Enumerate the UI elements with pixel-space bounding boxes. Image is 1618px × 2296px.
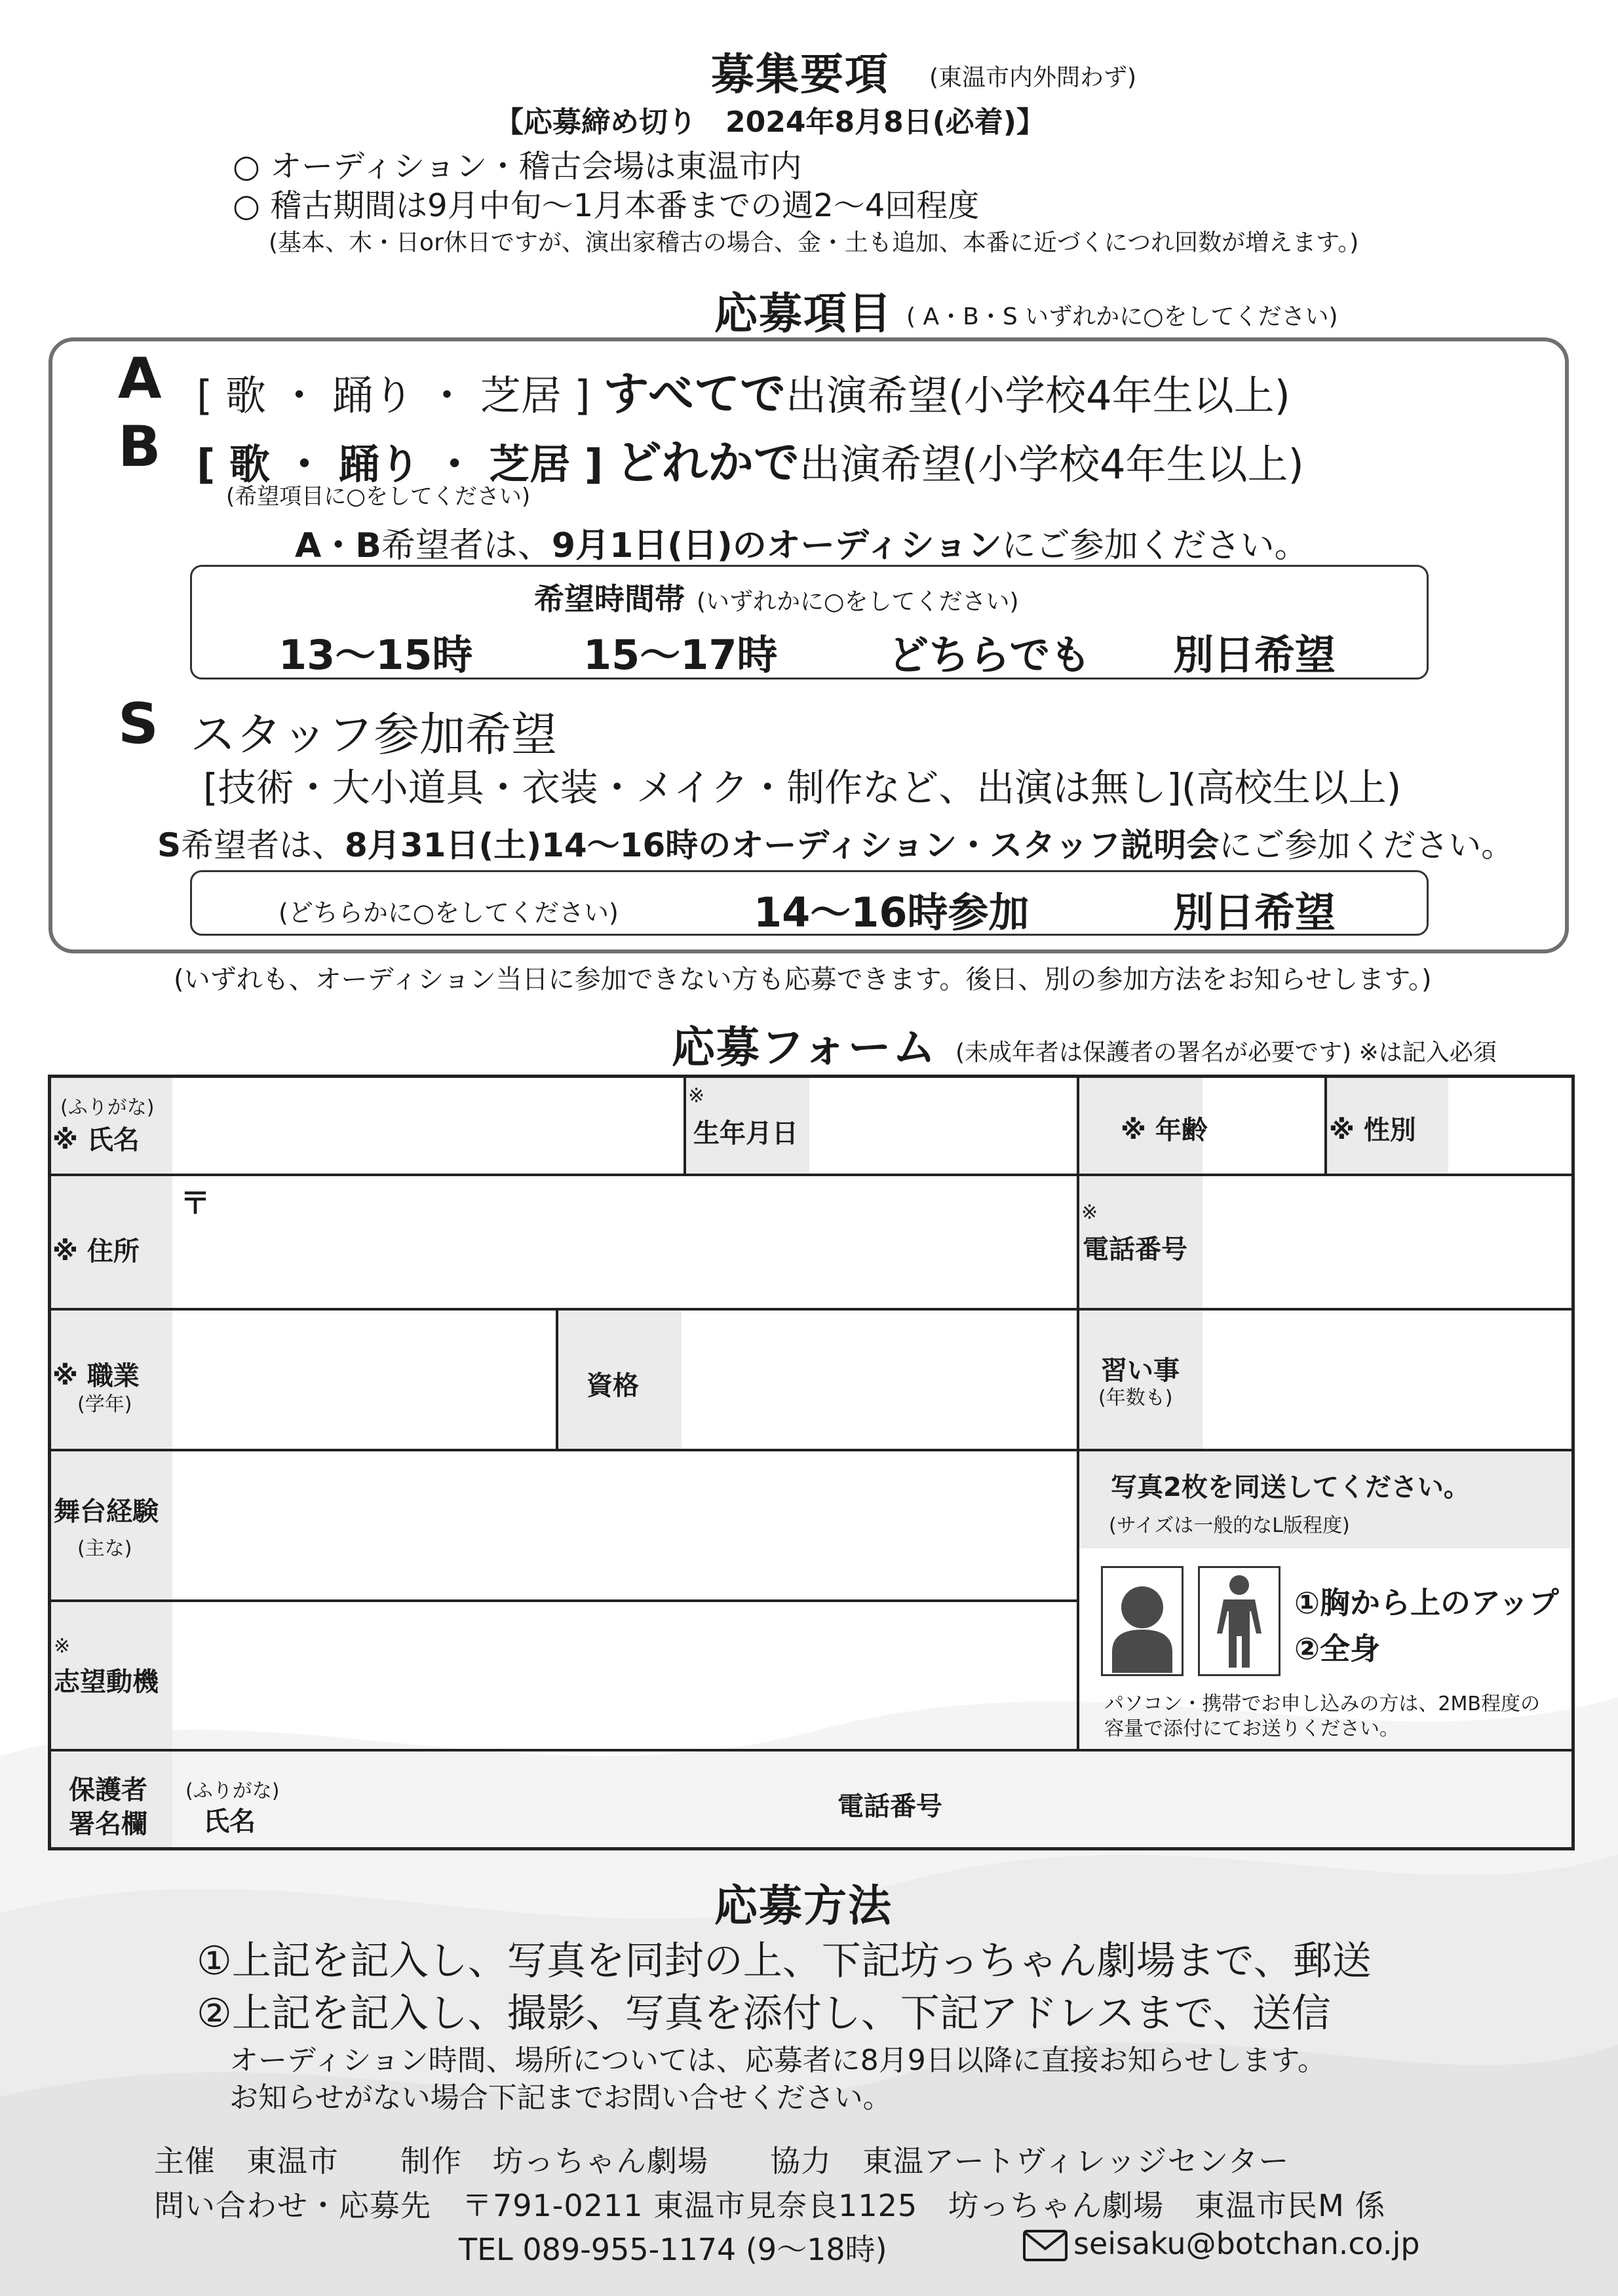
stage-input[interactable] (172, 1450, 1078, 1601)
license-label: 資格 (587, 1371, 639, 1401)
name-input[interactable] (172, 1077, 685, 1175)
gender-input[interactable] (1448, 1077, 1573, 1175)
recruit-bullet: ○ オーディション・稽古会場は東温市内 (233, 148, 802, 185)
option-s-letter: S (118, 691, 159, 757)
s-box-note: (どちらかに○をしてください) (279, 898, 619, 927)
s-option-2[interactable]: 別日希望 (1173, 889, 1336, 936)
option-b-note: (希望項目に○をしてください) (226, 484, 531, 510)
col-line (1077, 1075, 1079, 1750)
full-body-photo-icon (1198, 1566, 1281, 1676)
birth-label: 生年月日 (693, 1119, 798, 1149)
footer-tel: TEL 089-955-1174 (9〜18時) (459, 2232, 887, 2267)
option-s[interactable]: スタッフ参加希望 (190, 708, 557, 761)
name-label: ※ 氏名 (52, 1125, 140, 1155)
guardian-phone-label: 電話番号 (838, 1791, 942, 1822)
form-border-bottom (48, 1847, 1575, 1850)
age-input[interactable] (1203, 1077, 1326, 1175)
items-footnote: (いずれも、オーディション当日に参加できない方も応募できます。後日、別の参加方法をお知らせします。) (174, 965, 1432, 995)
footer-organizers: 主催 東温市 制作 坊っちゃん劇場 協力 東温アートヴィレッジセンター (154, 2143, 1290, 2179)
form-border-top (48, 1075, 1575, 1078)
row-line (48, 1449, 1575, 1451)
job-label: ※ 職業 (52, 1361, 140, 1391)
method-note-1: オーディション時間、場所については、応募者に8月9日以降に直接お知らせします。 (229, 2044, 1326, 2077)
lesson-label: 習い事 (1101, 1356, 1180, 1386)
form-border-right (1571, 1075, 1575, 1850)
time-option-3[interactable]: どちらでも (888, 631, 1091, 679)
time-option-4[interactable]: 別日希望 (1173, 631, 1336, 679)
recruit-title: 募集要項 (711, 49, 889, 100)
motive-label: 志望動機 (54, 1667, 159, 1697)
method-item-1: ①上記を記入し、写真を同封の上、下記坊っちゃん劇場まで、郵送 (197, 1938, 1372, 1984)
method-title: 応募方法 (714, 1881, 893, 1931)
photo-title: 写真2枚を同送してください。 (1111, 1472, 1470, 1502)
lesson-sub: (年数も) (1098, 1387, 1173, 1409)
age-label: ※ 年齢 (1121, 1115, 1208, 1145)
option-a-letter: A (118, 346, 162, 411)
phone-label: 電話番号 (1083, 1234, 1187, 1265)
method-item-2: ②上記を記入し、撮影、写真を添付し、下記アドレスまで、送信 (197, 1991, 1331, 2037)
option-b-letter: B (118, 414, 161, 480)
option-b-text: 出演希望(小学校4年生以上) (799, 440, 1304, 488)
footer-email-link[interactable]: seisaku@botchan.co.jp (1073, 2226, 1420, 2261)
form-border-left (48, 1075, 51, 1850)
birth-mark: ※ (688, 1084, 705, 1107)
deadline: 【応募締め切り 2024年8月8日(必着)】 (495, 105, 1045, 139)
mail-icon (1022, 2229, 1068, 2265)
birth-input[interactable] (809, 1077, 1078, 1175)
form-title: 応募フォーム (672, 1022, 937, 1073)
items-title: 応募項目 (714, 288, 893, 339)
s-notice: S希望者は、8月31日(土)14〜16時のオーディション・スタッフ説明会にご参加ください。 (157, 826, 1514, 864)
form-subtitle: (未成年者は保護者の署名が必要です) ※は記入必須 (955, 1039, 1497, 1066)
option-a-text: 出演希望(小学校4年生以上) (785, 372, 1290, 419)
photo-note-1: パソコン・携帯でお申し込みの方は、2MB程度の (1104, 1693, 1540, 1715)
option-s-detail: [技術・大小道具・衣装・メイク・制作など、出演は無し](高校生以上) (203, 765, 1402, 810)
col-line (1324, 1075, 1327, 1175)
time-box-title: 希望時間帯 (いずれかに○をしてください) (534, 581, 1019, 617)
job-input[interactable] (172, 1309, 557, 1450)
time-option-1[interactable]: 13〜15時 (279, 631, 473, 679)
gender-label: ※ 性別 (1329, 1115, 1416, 1145)
address-label: ※ 住所 (52, 1236, 140, 1267)
ab-notice: A・B希望者は、9月1日(日)のオーディションにご参加ください。 (295, 526, 1309, 565)
option-b-emph: どれかで (615, 436, 799, 489)
method-note-2: お知らせがない場合下記までお問い合せください。 (229, 2081, 892, 2114)
motive-mark: ※ (54, 1635, 71, 1658)
stage-label: 舞台経験 (54, 1497, 159, 1527)
name-furigana: (ふりがな) (60, 1096, 155, 1119)
job-sub: (学年) (77, 1393, 132, 1416)
option-a-roles: [ 歌 ・ 踊り ・ 芝居 ] (197, 372, 590, 419)
recruit-subtitle: (東温市内外問わず) (929, 64, 1137, 91)
lesson-input[interactable] (1203, 1309, 1573, 1450)
photo-item-2: ②全身 (1294, 1631, 1380, 1666)
col-line (556, 1308, 558, 1450)
photo-note-2: 容量で添付にてお送りください。 (1104, 1717, 1399, 1740)
guardian-furigana: (ふりがな) (185, 1780, 280, 1803)
option-a[interactable] (197, 357, 1290, 423)
address-input[interactable] (172, 1175, 1078, 1309)
guardian-name-label: 氏名 (203, 1807, 256, 1837)
motive-input[interactable] (172, 1601, 1078, 1750)
phone-mark: ※ (1081, 1201, 1098, 1224)
recruit-bullet: ○ 稽古期間は9月中旬〜1月本番までの週2〜4回程度 (233, 187, 980, 224)
guardian-label-2: 署名欄 (69, 1809, 147, 1839)
option-a-emph: すべてで (603, 367, 786, 421)
row-line (48, 1749, 1575, 1751)
guardian-label-1: 保護者 (69, 1775, 147, 1805)
phone-input[interactable] (1203, 1175, 1573, 1309)
recruit-note: (基本、木・日or休日ですが、演出家稽古の場合、金・土も追加、本番に近づくにつれ回数が増えます。) (269, 229, 1359, 256)
row-line (48, 1174, 1575, 1176)
footer-contact: 問い合わせ・応募先 〒791-0211 東温市見奈良1125 坊っちゃん劇場 東温市民M 係 (154, 2188, 1386, 2223)
row-line (48, 1599, 1079, 1602)
row-line (48, 1308, 1575, 1311)
photo-item-1: ①胸から上のアップ (1294, 1585, 1559, 1620)
col-line (684, 1075, 686, 1175)
time-option-2[interactable]: 15〜17時 (583, 631, 778, 679)
license-input[interactable] (682, 1309, 1078, 1450)
s-option-1[interactable]: 14〜16時参加 (754, 889, 1030, 936)
items-subtitle: ( A・B・S いずれかに○をしてください) (906, 303, 1338, 330)
postal-mark: 〒 (180, 1185, 210, 1221)
photo-sub: (サイズは一般的なL版程度) (1109, 1514, 1350, 1537)
option-b-roles: [ 歌 ・ 踊り ・ 芝居 ] (197, 440, 604, 488)
stage-sub: (主な) (77, 1537, 132, 1560)
upper-body-photo-icon (1101, 1566, 1184, 1676)
